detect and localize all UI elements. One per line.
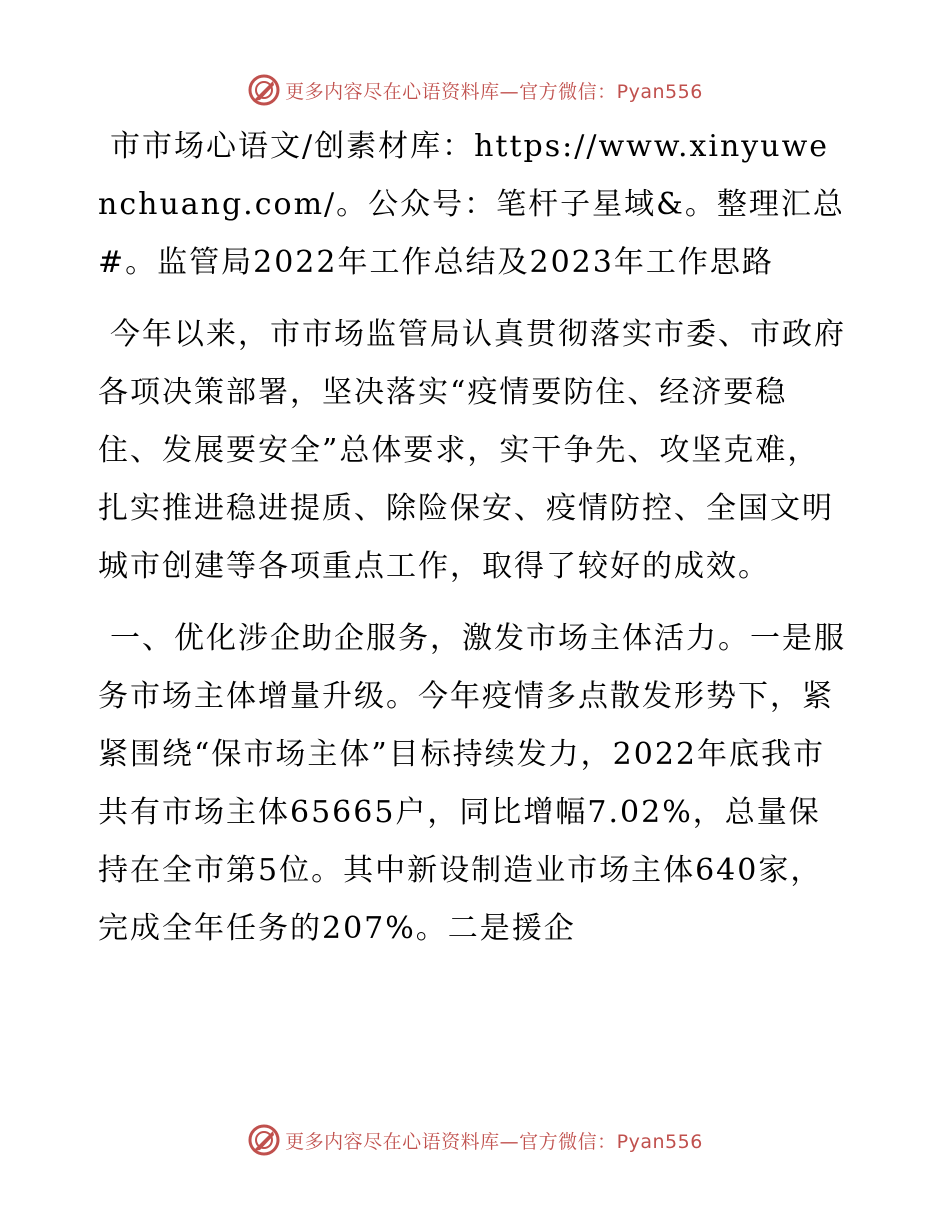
header-banner-text: 更多内容尽在心语资料库—官方微信：Pyan556 <box>285 80 703 103</box>
header-banner <box>0 70 950 110</box>
footer-banner <box>0 1120 950 1160</box>
pen-seal-logo-icon <box>247 1123 281 1157</box>
document-body <box>98 118 850 972</box>
document-title-paragraph: 市市场心语文/创素材库：https://www.xinyuwenchuang.com/。公众号：笔杆子星域&。整理汇总#。监管局2022年工作总结及2023年工作思路 <box>98 129 845 280</box>
body-paragraph-1: 今年以来，市市场监管局认真贯彻落实市委、市政府各项决策部署，坚决落实“疫情要防住、经济要稳住、发展要安全”总体要求，实干争先、攻坚克难，扎实推进稳进提质、除险保安、疫情防控、全国文明城市创建等各项重点工作，取得了较好的成效。 <box>98 317 846 584</box>
body-paragraph-2: 一、优化涉企助企服务，激发市场主体活力。一是服务市场主体增量升级。今年疫情多点散发形势下，紧紧围绕“保市场主体”目标持续发力，2022年底我市共有市场主体65665户，同比增幅7.02%，总量保持在全市第5位。其中新设制造业市场主体640家，完成全年任务的207%。二是援企 <box>98 621 846 946</box>
footer-banner-text: 更多内容尽在心语资料库—官方微信：Pyan556 <box>285 1130 703 1153</box>
pen-seal-logo-icon <box>247 73 281 107</box>
